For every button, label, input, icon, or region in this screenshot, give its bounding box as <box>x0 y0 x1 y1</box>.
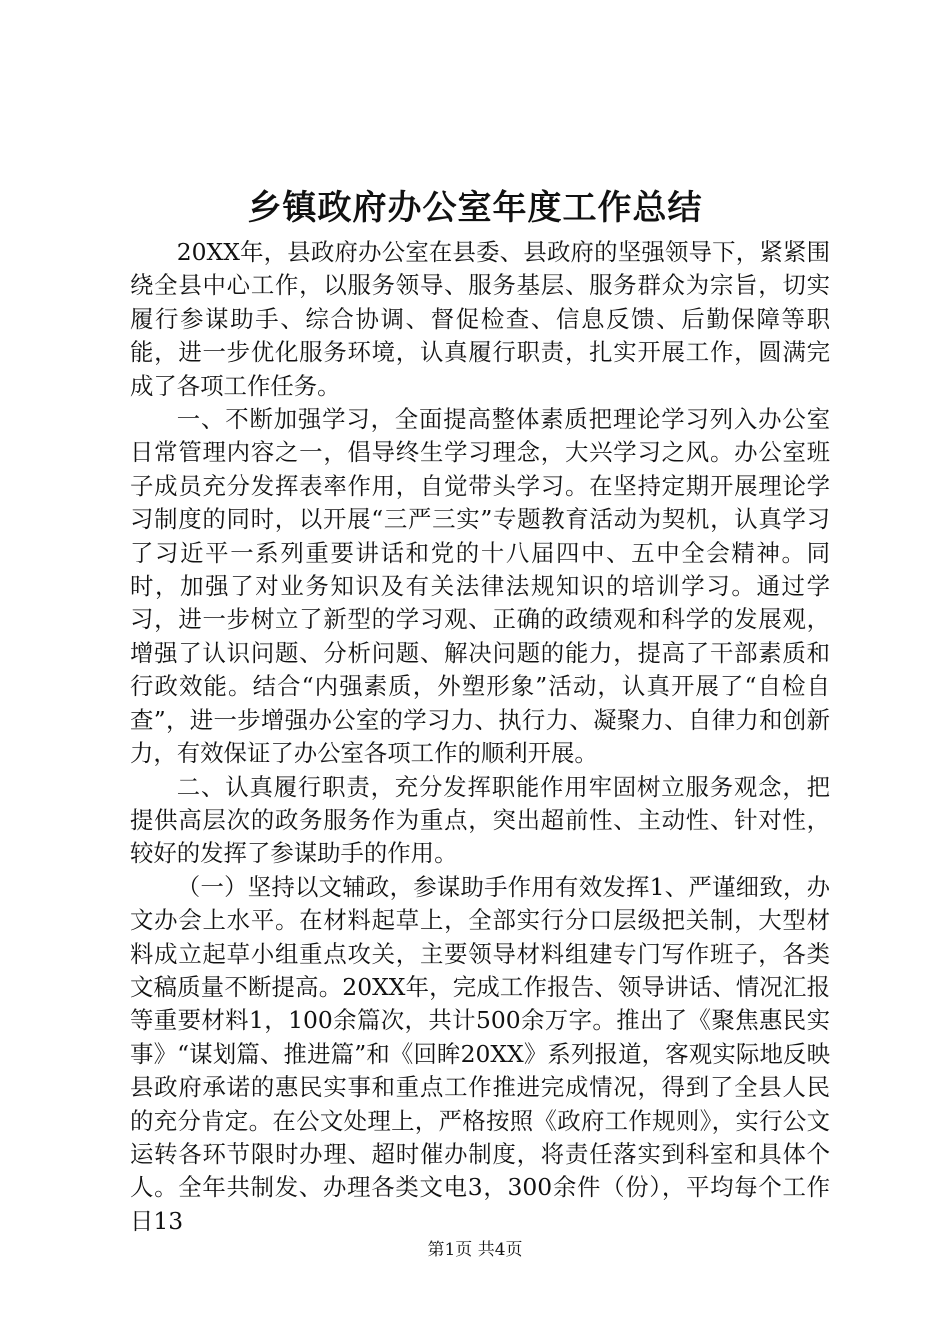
page-number-footer: 第1页 共4页 <box>427 1240 523 1260</box>
paragraph-subsection-1: （一）坚持以文辅政，参谋助手作用有效发挥1、严谨细致，办文办会上水平。在材料起草上，全部实行分口层级把关制，大型材料成立起草小组重点攻关，主要领导材料组建专门写作班子，各类文稿质量不断提高。20XX年，完成工作报告、领导讲话、情况汇报等重要材料1，100余篇次，共计500余万字。推出了《聚焦惠民实事》“谋划篇、推进篇”和《回眸20XX》系列报道，客观实际地反映县政府承诺的惠民实事和重点工作推进完成情况，得到了全县人民的充分肯定。在公文处理上，严格按照《政府工作规则》，实行公文运转各环节限时办理、超时催办制度，将责任落实到科室和具体个人。全年共制发、办理各类文电3，300余件（份），平均每个工作日13 <box>130 872 830 1235</box>
paragraph-intro: 20XX年，县政府办公室在县委、县政府的坚强领导下，紧紧围绕全县中心工作，以服务领导、服务基层、服务群众为宗旨，切实履行参谋助手、综合协调、督促检查、信息反馈、后勤保障等职能，进一步优化服务环境，认真履行职责，扎实开展工作，圆满完成了各项工作任务。 <box>130 238 830 400</box>
paragraph-section-2: 二、认真履行职责，充分发挥职能作用牢固树立服务观念，把提供高层次的政务服务作为重点，突出超前性、主动性、针对性，较好的发挥了参谋助手的作用。 <box>130 772 830 868</box>
document-title: 乡镇政府办公室年度工作总结 <box>247 188 703 228</box>
paragraph-section-1: 一、不断加强学习，全面提高整体素质把理论学习列入办公室日常管理内容之一，倡导终生学习理念，大兴学习之风。办公室班子成员充分发挥表率作用，自觉带头学习。在坚持定期开展理论学习制度的同时，以开展“三严三实”专题教育活动为契机，认真学习了习近平一系列重要讲话和党的十八届四中、五中全会精神。同时，加强了对业务知识及有关法律法规知识的培训学习。通过学习，进一步树立了新型的学习观、正确的政绩观和科学的发展观，增强了认识问题、分析问题、解决问题的能力，提高了干部素质和行政效能。结合“内强素质，外塑形象”活动，认真开展了“自检自查”，进一步增强办公室的学习力、执行力、凝聚力、自律力和创新力，有效保证了办公室各项工作的顺利开展。 <box>130 405 830 768</box>
document-body <box>130 236 830 1238</box>
